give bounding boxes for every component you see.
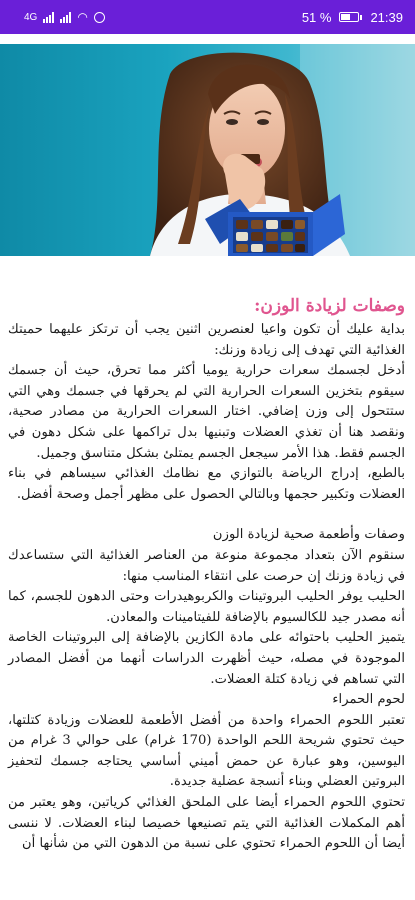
section-intro: سنقوم الآن بتعداد مجموعة منوعة من العناصر الغذائية التي ستساعدك في زيادة وزنك إن حرصت على انتقاء المناسب منها: — [8, 547, 405, 584]
battery-icon — [339, 12, 362, 22]
milk-paragraph-2: يتميز الحليب باحتوائه على مادة الكازين بالإضافة إلى البروتينات الخاصة الموجودة في مصله، حيث أظهرت الدراسات أنهما من أفضل المصادر التي تساهم في زيادة كتلة العضلات. — [8, 630, 405, 687]
status-right-icons — [302, 10, 403, 25]
paragraph-spacer — [8, 505, 405, 525]
woman-eating-chocolate-photo — [0, 44, 415, 256]
section-heading: وصفات وأطعمة صحية لزيادة الوزن — [212, 527, 405, 543]
battery-percent: 51 % — [301, 9, 332, 25]
article-point-1: أدخل لجسمك سعرات حرارية يوميا أكثر مما تحرق، حيث أن جسمك سيقوم بتخزين السعرات الحرارية التي لم يحرقها في جسمك وهي التي ستتحول إلى وزن إضافي. اختار السعرات الحرارية من مصادر صحية، ونقصد هنا أن تغذي العضلات وتبنيها بدل تراكمها على شكل دهون في الجسم فقط. هذا الأمر سيجعل الجسم يمتلئ بشكل متناسق وجميل. — [8, 363, 405, 461]
signal-icon — [43, 12, 54, 23]
meat-heading: لحوم الحمراء — [332, 692, 405, 708]
meat-paragraph-1: تعتبر اللحوم الحمراء واحدة من أفضل الأطعمة للعضلات وزيادة كتلتها، حيث تحتوي شريحة اللحم الواحدة (170 غرام) على حوالي 3 غرام من اليوسين، وهو عبارة عن حمض أميني أساسي يحتاجه جسمك لتحفيز البروتين العضلي وبناء أنسجة عضلية جديدة. — [8, 712, 405, 790]
status-left-icons — [24, 11, 105, 23]
wifi-icon: ◠ — [77, 10, 88, 24]
article-content — [0, 294, 415, 900]
network-type-label: 4G — [24, 11, 38, 23]
signal-icon — [60, 12, 71, 23]
status-bar — [0, 0, 415, 34]
article-point-2: بالطبع، إدراج الرياضة بالتوازي مع نظامك الغذائي سيساهم في بناء العضلات وتكبير حجمها وبالتالي الحصول على مظهر أجمل وصحة أفضل. — [8, 466, 405, 502]
battery-level-fill — [341, 14, 349, 20]
article-intro: بداية عليك أن تكون واعيا لعنصرين اثنين يجب أن ترتكز عليهما حميتك الغذائية التي تهدف إلى زيادة وزنك: — [8, 322, 405, 358]
clock-time: 21:39 — [370, 9, 403, 25]
article-title: وصفات لزيادة الوزن: — [254, 296, 405, 316]
alarm-icon — [94, 12, 105, 23]
hero-image — [0, 44, 415, 256]
top-divider — [0, 34, 415, 44]
milk-paragraph-1: الحليب يوفر الحليب البروتينات والكربوهيدرات وحتى الدهون للجسم، كما أنه مصدر جيد للكالسيوم بالإضافة للفيتامينات والمعادن. — [8, 589, 405, 625]
meat-paragraph-2: تحتوي اللحوم الحمراء أيضا على الملحق الغذائي كرياتين، وهو يعتبر من أهم المكملات الغذائية التي يتم تصنيعها خصيصا لبناء العضلات. لا ننسى أيضا أن اللحوم الحمراء تحتوي على نسبة من الدهون التي من شأنها أن — [8, 795, 405, 852]
